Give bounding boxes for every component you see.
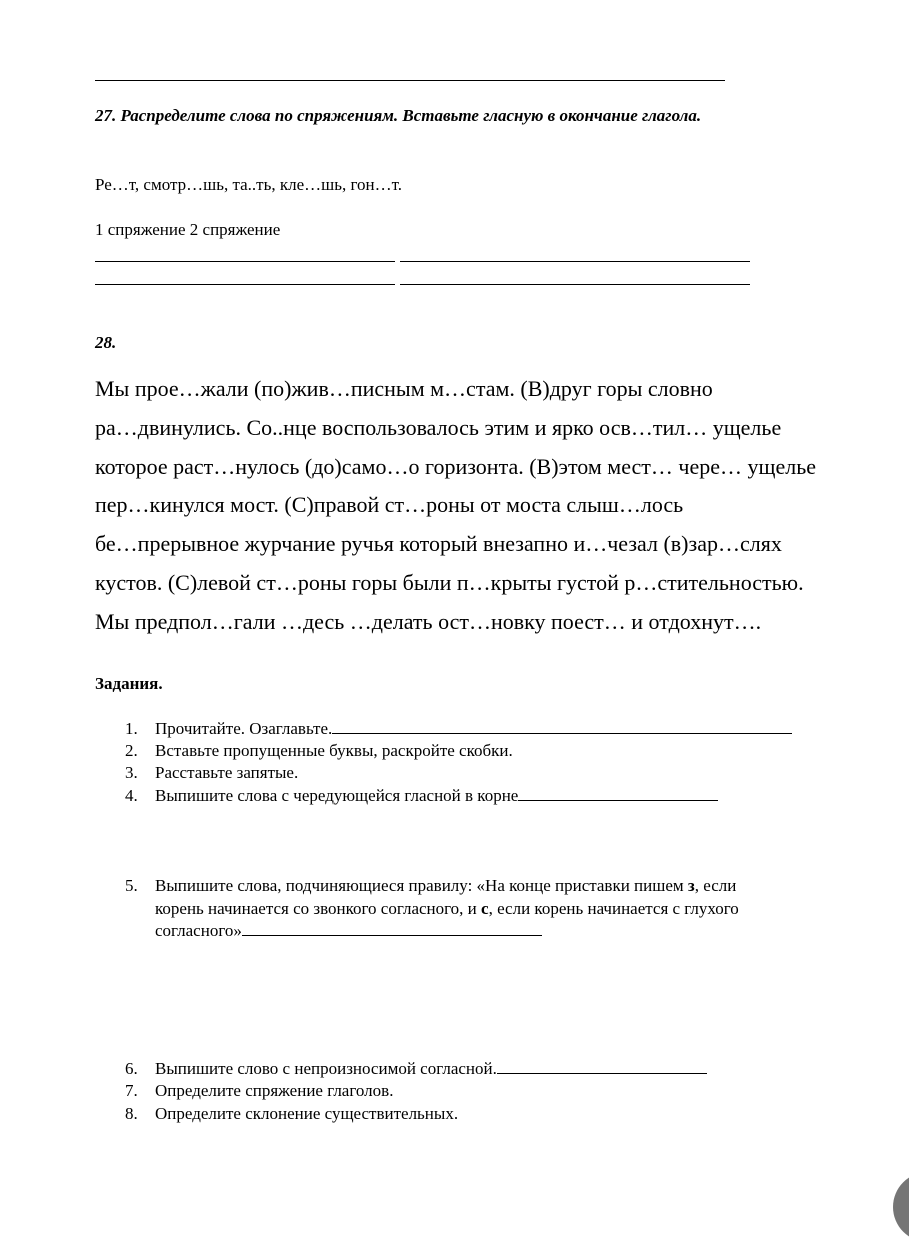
- answer-blank[interactable]: [242, 921, 542, 936]
- answer-line-col2-row2[interactable]: [400, 284, 750, 285]
- list-item: [0, 1080, 909, 1103]
- answer-blank[interactable]: [332, 719, 792, 734]
- paragraph-line: кустов. (С)левой ст…роны горы были п…крыты густой р…стительностью.: [95, 569, 804, 595]
- item-number: 2.: [125, 741, 138, 760]
- task28-number: 28.: [95, 333, 117, 352]
- list-item: [0, 875, 909, 945]
- item-number: 8.: [125, 1104, 138, 1123]
- item-number: 7.: [125, 1081, 138, 1100]
- item-text: Выпишите слова, подчиняющиеся правилу: «На конце приставки пишем з, если корень начинается со звонкого согласного, и с, если корень начинается с глухого согласного»: [155, 876, 739, 940]
- list-item: [0, 762, 909, 785]
- answer-blank[interactable]: [518, 786, 718, 801]
- task28-paragraph: [95, 370, 816, 642]
- task27-words: Ре…т, смотр…шь, та..ть, кле…шь, гон…т.: [95, 175, 403, 194]
- answer-blank[interactable]: [497, 1059, 707, 1074]
- item-text: Выпишите слова с чередующейся гласной в корне: [155, 785, 718, 808]
- paragraph-line: которое раст…нулось (до)само…о горизонта. (В)этом мест… чере… ущелье: [95, 453, 816, 479]
- list-item: [0, 740, 909, 763]
- answer-line-col1-row1[interactable]: [95, 261, 395, 262]
- item-text: Расставьте запятые.: [155, 763, 299, 782]
- item-text: Выпишите слово с непроизносимой согласной.: [155, 1058, 707, 1081]
- paragraph-line: ра…двинулись. Со..нце воспользовалось этим и ярко осв…тил… ущелье: [95, 414, 782, 440]
- paragraph-line: Мы прое…жали (по)жив…писным м…стам. (В)друг горы словно: [95, 376, 713, 401]
- item-number: 6.: [125, 1059, 138, 1078]
- list-item: [0, 718, 909, 741]
- task27-columns: 1 спряжение 2 спряжение: [95, 220, 281, 239]
- item-number: 3.: [125, 763, 138, 782]
- item-number: 1.: [125, 719, 138, 738]
- tasks-heading: Задания.: [95, 674, 163, 693]
- answer-line-col1-row2[interactable]: [95, 284, 395, 285]
- paragraph-line: Мы предпол…гали …десь …делать ост…новку поест… и отдохнут….: [95, 608, 762, 634]
- item-number: 5.: [125, 876, 138, 895]
- item-text: Прочитайте. Озаглавьте.: [155, 718, 792, 741]
- list-item: [0, 785, 909, 808]
- answer-line-col2-row1[interactable]: [400, 261, 750, 262]
- paragraph-line: бе…прерывное журчание ручья который внезапно и…чезал (в)зар…слях: [95, 531, 782, 557]
- top-rule: [95, 80, 725, 81]
- task27-heading: 27. Распределите слова по спряжениям. Вставьте гласную в окончание глагола.: [95, 106, 702, 125]
- list-item: [0, 1058, 909, 1081]
- item-text: Определите спряжение глаголов.: [155, 1081, 394, 1100]
- item-text: Вставьте пропущенные буквы, раскройте скобки.: [155, 741, 513, 760]
- page-corner-shape: [893, 1172, 909, 1242]
- item-text: Определите склонение существительных.: [155, 1104, 459, 1123]
- list-item: [0, 1103, 909, 1126]
- paragraph-line: пер…кинулся мост. (С)правой ст…роны от моста слыш…лось: [95, 492, 684, 518]
- item-number: 4.: [125, 786, 138, 805]
